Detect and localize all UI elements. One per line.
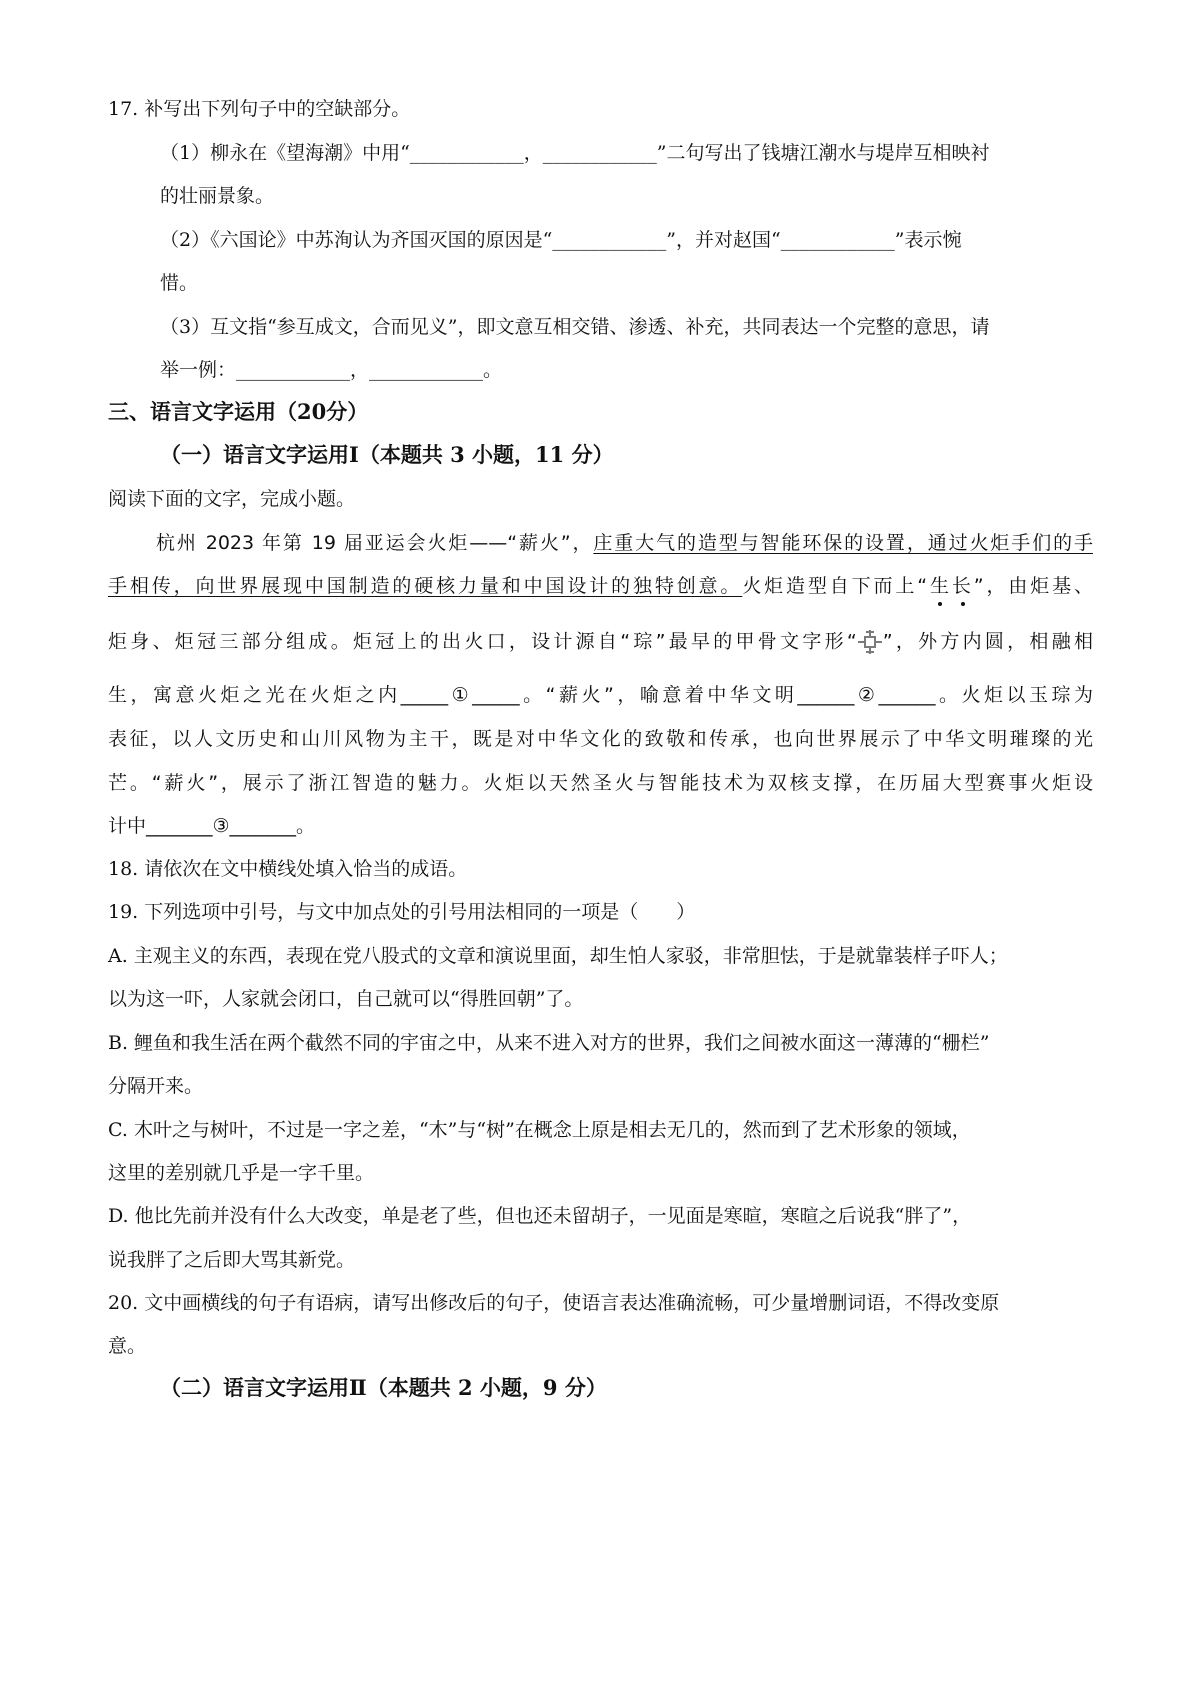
- q20-line2: 意。: [108, 1335, 147, 1357]
- underlined-sentence-part1: 庄重大气的造型与智能环保的设置，通过火炬手们的手: [593, 532, 1093, 554]
- passage-line-1: [156, 531, 1093, 555]
- passage-text: 炬身、炬冠三部分组成。炬冠上的出火口，设计源自“琮”最早的甲骨文字形“: [108, 630, 857, 653]
- section3-title: 三、语言文字运用（20分）: [108, 399, 369, 424]
- q17-item2-line2: 惜。: [160, 272, 199, 294]
- q18: 18. 请依次在文中横线处填入恰当的成语。: [108, 858, 468, 880]
- q19-option-c-line1: C. 木叶之与树叶，不过是一字之差，“木”与“树”在概念上原是相去无几的，然而到了艺术形象的领域，: [108, 1119, 971, 1141]
- passage-line-3: [108, 629, 1093, 655]
- passage-text: ”，外方内圆，相融相: [882, 630, 1093, 653]
- passage-text: ”，由炬基、: [973, 575, 1093, 597]
- q19-option-a-line2: 以为这一吓，人家就会闭口，自己就可以“得胜回朝”了。: [108, 988, 584, 1010]
- q17-item1-line2: 的壮丽景象。: [160, 185, 275, 207]
- passage-line-5: 表征，以人文历史和山川风物为主干，既是对中华文化的致敬和传承，也向世界展示了中华文明璀璨的光: [108, 728, 1093, 750]
- passage-text: 杭州 2023 年第 19 届亚运会火炬——“薪火”，: [156, 532, 594, 554]
- section3-sub1-title: （一）语言文字运用Ⅰ（本题共 3 小题，11 分）: [160, 442, 614, 467]
- q19-stem: 19. 下列选项中引号，与文中加点处的引号用法相同的一项是（ ）: [108, 901, 696, 923]
- passage-line-6: 芒。“薪火”，展示了浙江智造的魅力。火炬以天然圣火与智能技术为双核支撑，在历届大型赛事火炬设: [108, 772, 1093, 794]
- passage-line-7: 计中_______③_______。: [108, 815, 316, 837]
- q17-item3-line1: （3）互文指“参互成文，合而见义”，即文意互相交错、渗透、补充，共同表达一个完整的意思，请: [160, 316, 990, 338]
- passage-line-2: [108, 574, 1093, 598]
- q17-title: 17. 补写出下列句子中的空缺部分。: [108, 98, 411, 120]
- q19-option-d-line2: 说我胖了之后即大骂其新党。: [108, 1249, 356, 1271]
- q17-item1-line1: （1）柳永在《望海潮》中用“____________，____________”二句写出了钱塘江潮水与堤岸互相映衬: [160, 142, 990, 164]
- passage-text: 火炬造型自下而上“: [742, 575, 928, 597]
- q19-option-b-line2: 分隔开来。: [108, 1075, 204, 1097]
- q17-item3-line2: 举一例：____________，____________。: [160, 359, 503, 381]
- q19-option-d-line1: D. 他比先前并没有什么大改变，单是老了些，但也还未留胡子，一见面是寒暄，寒暄之后说我“胖了”，: [108, 1205, 972, 1227]
- q20-line1: 20. 文中画横线的句子有语病，请写出修改后的句子，使语言表达准确流畅，可少量增删词语，不得改变原: [108, 1292, 1000, 1314]
- reading-instruction: 阅读下面的文字，完成小题。: [108, 488, 356, 510]
- q19-option-a-line1: A. 主观主义的东西，表现在党八股式的文章和演说里面，却生怕人家驳，非常胆怯，于是就靠装样子吓人；: [108, 945, 1008, 967]
- oracle-bone-cong-glyph-icon: [857, 629, 883, 655]
- q19-option-b-line1: B. 鲤鱼和我生活在两个截然不同的宇宙之中，从来不进入对方的世界，我们之间被水面这一薄薄的“栅栏”: [108, 1032, 990, 1054]
- passage-line-4: 生，寓意火炬之光在火炬之内_____①_____。“薪火”，喻意着中华文明______②______。火炬以玉琮为: [108, 684, 1093, 706]
- section3-sub2-title: （二）语言文字运用Ⅱ（本题共 2 小题，9 分）: [160, 1375, 607, 1400]
- q19-option-c-line2: 这里的差别就几乎是一字千里。: [108, 1162, 375, 1184]
- dotted-char: 长: [951, 575, 974, 597]
- q17-item2-line1: （2）《六国论》中苏洵认为齐国灭国的原因是“____________”，并对赵国“____________”表示惋: [160, 229, 962, 251]
- dotted-char: 生: [927, 575, 952, 597]
- underlined-sentence-part2: 手相传，向世界展现中国制造的硬核力量和中国设计的独特创意。: [108, 575, 743, 597]
